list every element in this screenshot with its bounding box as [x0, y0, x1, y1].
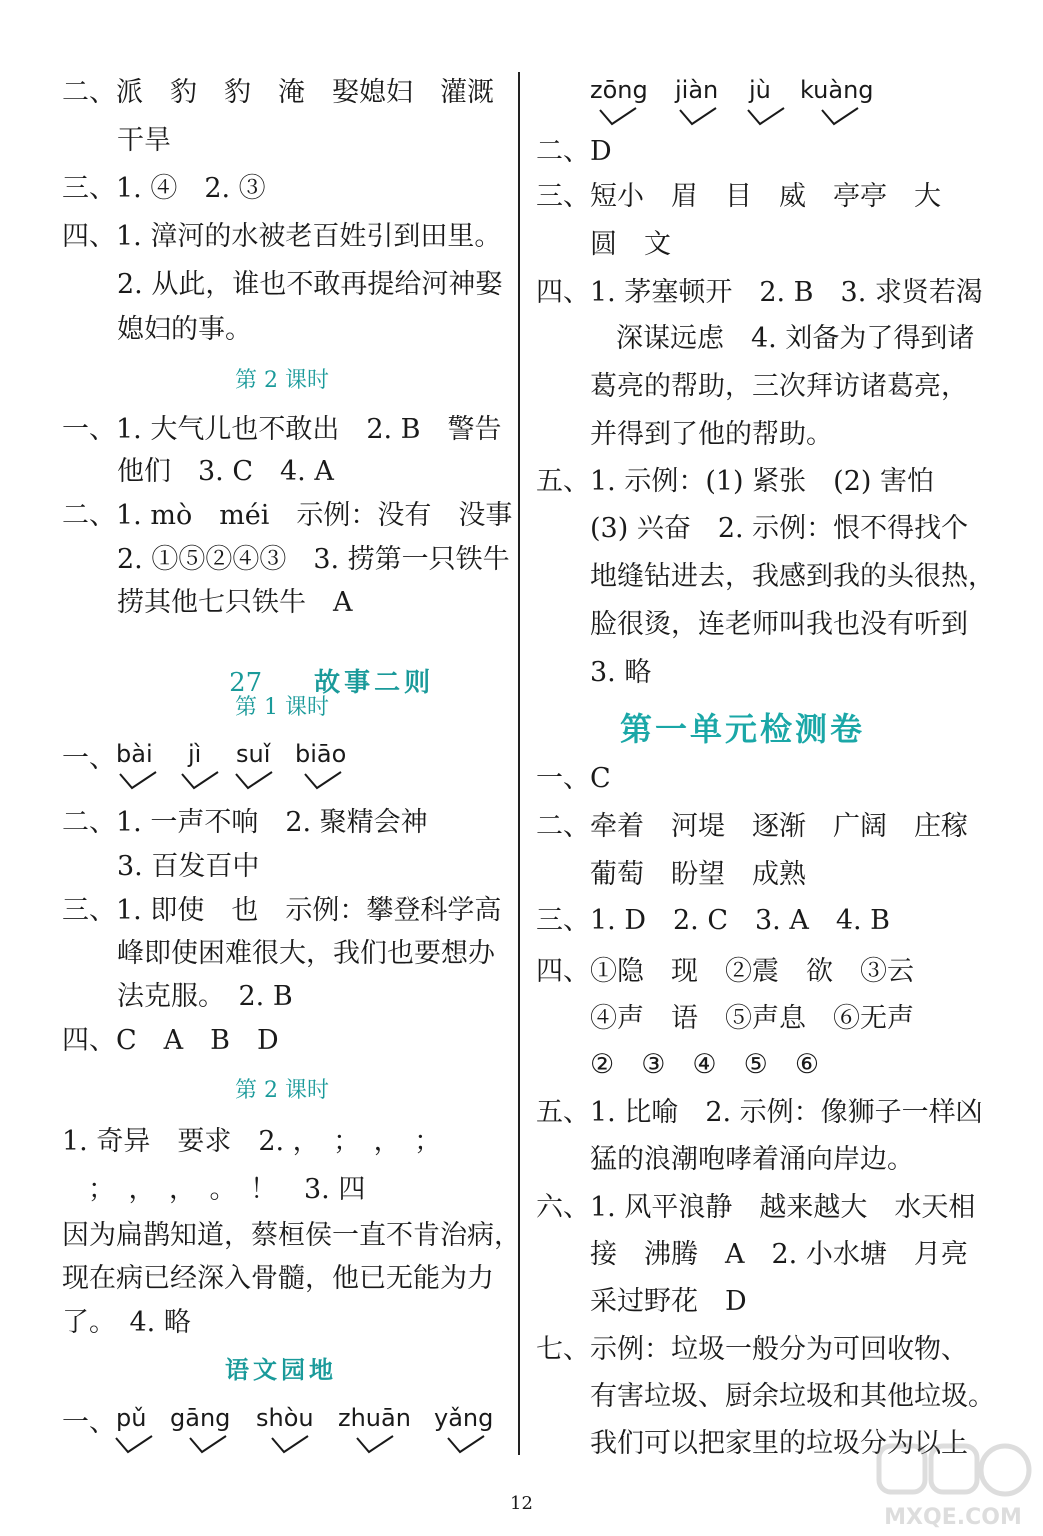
checkmark-icon: [598, 106, 638, 128]
answer-line-prefix: 一、: [62, 1407, 116, 1438]
checkmark-icon: [746, 106, 786, 128]
section-heading: 第 1 课时: [235, 695, 329, 720]
answer-line: 三、短小 眉 目 威 亭亭 大: [536, 181, 941, 212]
answer-line: 四、1. 茅塞顿开 2. B 3. 求贤若渴: [536, 277, 983, 308]
checkmark-icon: [234, 770, 274, 792]
pinyin: pǔ: [116, 1404, 147, 1432]
answer-line: 五、1. 比喻 2. 示例：像狮子一样凶: [536, 1097, 983, 1128]
checkmark-icon: [270, 1434, 310, 1456]
answer-line: 五、1. 示例：(1) 紧张 (2) 害怕: [536, 466, 934, 497]
pinyin: jì: [188, 740, 202, 768]
answer-line: 现在病已经深入骨髓，他已无能为力: [62, 1263, 494, 1294]
lesson-number: 27: [229, 668, 263, 698]
answer-line: 3. 略: [590, 657, 652, 688]
answer-line: 媳妇的事。: [117, 314, 252, 345]
answer-line-prefix: 一、: [62, 743, 116, 774]
answer-line: 二、1. 一声不响 2. 聚精会神: [62, 807, 428, 838]
answer-line: 因为扁鹊知道，蔡桓侯一直不肯治病，: [62, 1220, 521, 1251]
answer-line: 一、C: [536, 763, 611, 794]
pinyin: biāo: [295, 740, 347, 768]
answer-line: (3) 兴奋 2. 示例：恨不得找个: [590, 513, 969, 544]
pinyin: jù: [749, 76, 771, 104]
pinyin: yǎng: [434, 1404, 494, 1432]
answer-line: 他们 3. C 4. A: [117, 456, 334, 487]
watermark-logo: [873, 1440, 1033, 1530]
answer-line: 猛的浪潮咆哮着涌向岸边。: [590, 1144, 914, 1175]
checkmark-icon: [446, 1434, 486, 1456]
pinyin: zhuān: [338, 1404, 411, 1432]
answer-line: 地缝钻进去，我感到我的头很热，: [590, 561, 995, 592]
answer-line: 2. 从此，谁也不敢再提给河神娶: [117, 269, 503, 300]
answer-line: 一、1. 大气儿也不敢出 2. B 警告: [62, 414, 502, 445]
pinyin: jiàn: [675, 76, 719, 104]
checkmark-icon: [188, 1434, 228, 1456]
checkmark-icon: [820, 106, 860, 128]
answer-line: 3. 百发百中: [117, 851, 260, 882]
answer-line: 深谋远虑 4. 刘备为了得到诸: [616, 323, 975, 354]
pinyin: kuàng: [800, 76, 874, 104]
answer-line: ④声 语 ⑤声息 ⑥无声: [590, 1003, 914, 1034]
answer-line: 脸很烫，连老师叫我也没有听到: [590, 609, 968, 640]
pinyin: zōng: [590, 76, 648, 104]
section-heading: 第 2 课时: [235, 1078, 329, 1103]
answer-line: 干旱: [117, 125, 171, 156]
answer-line: 三、1. D 2. C 3. A 4. B: [536, 905, 891, 936]
answer-line: ② ③ ④ ⑤ ⑥: [590, 1049, 820, 1080]
answer-line: 二、派 豹 豹 淹 娶媳妇 灌溉: [62, 77, 494, 108]
answer-line: 四、①隐 现 ②震 欲 ③云: [536, 956, 914, 987]
answer-line: 三、1. ④ 2. ③: [62, 173, 266, 204]
answer-line: 采过野花 D: [590, 1286, 747, 1317]
answer-line: 峰即使困难很大，我们也要想办: [117, 938, 495, 969]
lesson-title: 故事二则: [314, 668, 435, 698]
answer-line: 我们可以把家里的垃圾分为以上: [590, 1428, 968, 1459]
pinyin: gāng: [170, 1404, 231, 1432]
pinyin: shòu: [256, 1404, 314, 1432]
answer-line: 接 沸腾 A 2. 小水塘 月亮: [590, 1239, 968, 1270]
unit-test-title: 第一单元检测卷: [620, 710, 866, 748]
section-heading: 语文园地: [225, 1355, 337, 1384]
answer-line: 四、1. 漳河的水被老百姓引到田里。: [62, 221, 502, 252]
answer-line: 了。 4. 略: [62, 1307, 191, 1338]
answer-line: ； ， ， 。 ！ 3. 四: [88, 1174, 366, 1205]
checkmark-icon: [678, 106, 718, 128]
answer-line: 六、1. 风平浪静 越来越大 水天相: [536, 1192, 976, 1223]
answer-line: 二、牵着 河堤 逐渐 广阔 庄稼: [536, 811, 968, 842]
answer-line: 1. 奇异 要求 2. ， ； ， ；: [62, 1126, 442, 1157]
answer-line: 三、1. 即使 也 示例：攀登科学高: [62, 895, 502, 926]
answer-line: 二、1. mò méi 示例：没有 没事: [62, 500, 513, 531]
pinyin: bài: [116, 740, 153, 768]
answer-line: 四、C A B D: [62, 1025, 279, 1056]
checkmark-icon: [180, 770, 220, 792]
answer-line: 葡萄 盼望 成熟: [590, 859, 806, 890]
pinyin: suǐ: [236, 740, 271, 768]
page-number: 12: [510, 1493, 533, 1514]
answer-line: 圆 文: [590, 229, 671, 260]
answer-line: 捞其他七只铁牛 A: [117, 587, 353, 618]
watermark-text: MXQE.COM: [884, 1505, 1022, 1530]
answer-line: 七、示例：垃圾一般分为可回收物、: [536, 1334, 968, 1365]
answer-line: 有害垃圾、厨余垃圾和其他垃圾。: [590, 1381, 995, 1412]
checkmark-icon: [114, 1434, 154, 1456]
answer-line: 2. ①⑤②④③ 3. 捞第一只铁牛: [117, 544, 510, 575]
checkmark-icon: [303, 770, 343, 792]
checkmark-icon: [355, 1434, 395, 1456]
answer-line: 葛亮的帮助，三次拜访诸葛亮，: [590, 371, 968, 402]
answer-line: 法克服。 2. B: [117, 981, 293, 1012]
answer-line: 二、D: [536, 136, 612, 167]
checkmark-icon: [118, 770, 158, 792]
answer-line: 并得到了他的帮助。: [590, 419, 833, 450]
section-heading: 第 2 课时: [235, 368, 329, 393]
